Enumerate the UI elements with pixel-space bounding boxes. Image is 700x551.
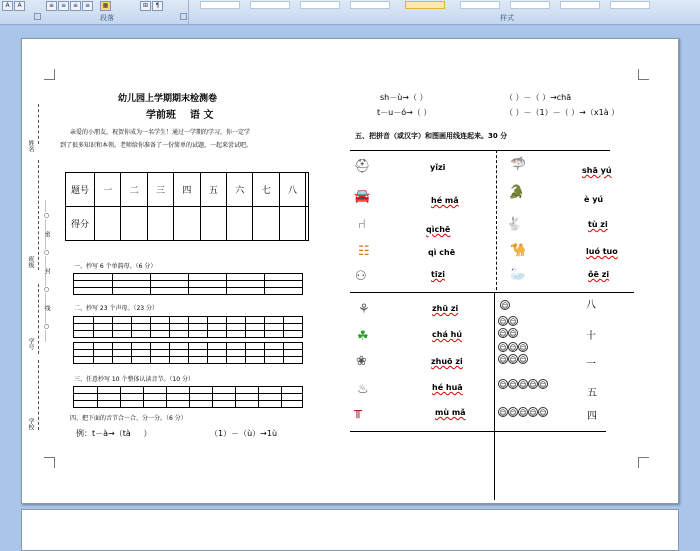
score-header-cell: 题号 [66,173,95,207]
pilcrow-icon[interactable]: ¶ [152,1,163,11]
numeral-1: 八 [586,300,596,311]
score-header-cell: 五 [200,173,226,207]
score-header-cell: 六 [227,173,253,207]
score-row-label: 得分 [66,207,95,241]
score-header-cell: 二 [121,173,147,207]
style-tile[interactable] [510,1,550,9]
paragraph-dialog-launcher-icon[interactable] [180,13,187,20]
intro-line-1: 亲爱的小朋友，祝贺你成为一名学生！通过一学期的学习，你一定学 [70,129,251,136]
face-group-2: ☺ ☺☺ ☺ [499,318,517,338]
pinyin-lower-1: zhū zi [432,304,459,313]
face-group-3: ☺ ☺ ☺☺ ☺ ☺ [499,344,527,364]
face-group-4: ☺ ☺ ☺ ☺ ☺ [499,381,547,389]
question-4: 四、把下面的音节合一合、分一分。（6 分） [70,415,187,422]
class-label: 班级 [27,256,34,268]
q4-item-4: t－u－ó→（ ） [377,108,432,117]
pinyin-left-1: yǐzi [430,163,446,172]
ribbon [0,0,700,25]
crop-mark [638,69,649,80]
question-1: 一、抄写 6 个单韵母。（6 分） [74,263,157,270]
bamboo-icon: ⚘ [358,302,370,317]
chair-icon: ⑁ [358,217,366,232]
q2-writing-grid-1[interactable] [73,316,303,338]
name-label: 姓名 [27,140,34,152]
crocodile-icon: 🐊 [508,185,525,200]
face-group-5: ☺ ☺ ☺ ☺ ☺ [499,409,547,417]
score-header-cell: 八 [279,173,305,207]
exam-title: 幼儿园上学期期末检测卷 [118,94,218,104]
school-label: 学校 [27,418,34,430]
borders-icon[interactable]: ⊞ [140,1,151,11]
pinyin-lower-2: chá hú [432,330,463,339]
binding-line [38,104,39,144]
score-cell[interactable] [121,207,147,241]
shark-icon: 🦈 [510,157,527,172]
ribbon-separator [188,0,189,24]
car-icon: 🚘 [354,189,371,204]
face-group-1 [500,293,510,312]
q4-item-3: （ ）－（ ）→chā [505,93,572,102]
pinyin-right-5: ǒē zi [588,270,610,279]
numeral-2: 十 [586,331,596,342]
align-right-icon[interactable]: ≡ [70,1,81,11]
match-center-divider [496,150,497,290]
format-icon[interactable]: A [14,1,25,11]
align-left-icon[interactable]: ≡ [46,1,57,11]
crop-mark [638,457,649,468]
style-tile[interactable] [610,1,650,9]
score-cell[interactable] [306,207,309,241]
rabbit-icon: 🐇 [506,217,523,232]
pinyin-lower-3: zhuō zi [431,357,463,366]
match-middle-divider [350,292,634,293]
match-bottom-divider [350,431,606,432]
crop-mark [44,457,55,468]
pinyin-lower-5: mù mǎ [435,408,466,417]
binding-strip [24,60,50,452]
numeral-5: 四 [587,411,597,422]
question-2: 二、抄写 23 个声母。（23 分） [74,305,158,312]
pinyin-right-1: shā yú [582,166,612,175]
score-header-cell: 四 [174,173,200,207]
kettle-icon: ♨ [357,382,369,397]
shading-icon[interactable]: ▦ [100,1,111,11]
font-dialog-launcher-icon[interactable] [34,13,41,20]
q3-writing-grid[interactable] [73,386,303,408]
match-top-divider [350,150,610,151]
ladder-icon: ☷ [358,244,370,259]
numeral-3: 一 [586,359,596,370]
q4-item-5: （ ）－（1）－（ ）→（x1à ） [505,108,620,117]
score-header-cell: 七 [253,173,279,207]
q2-writing-grid-2[interactable] [73,342,303,364]
style-tile[interactable] [300,1,340,9]
match-lower-divider [494,292,495,500]
pinyin-left-3: qìchē [426,225,451,234]
style-tile[interactable] [350,1,390,9]
pinyin-right-4: luó tuo [586,247,618,256]
camel-icon: 🐪 [510,243,527,258]
binding-line [38,284,39,354]
score-cell[interactable] [147,207,173,241]
exam-subtitle: 学前班 语 文 [146,110,214,121]
pinyin-left-2: hé mǎ [431,196,459,205]
pinyin-left-4: qì chē [428,248,456,257]
score-cell[interactable] [227,207,253,241]
binding-line [38,360,39,430]
pinyin-right-2: è yú [584,195,604,204]
q4-item-2: sh－ù→（ ） [380,93,428,102]
table-icon: ╥ [354,404,362,419]
question-3: 三、任意抄写 10 个整体认读音节。（10 分） [74,376,194,383]
score-header-cell: 三 [147,173,173,207]
paragraph-group-label: 段落 [100,14,114,22]
lotus-icon: ❀ [356,354,367,369]
next-document-page[interactable] [21,509,679,551]
pinyin-right-3: tù zi [588,220,608,229]
style-tile[interactable] [200,1,240,9]
align-center-icon[interactable]: ≡ [58,1,69,11]
question-5: 五、把拼音（或汉字）和图画用线连起来。30 分 [355,132,508,140]
justify-icon[interactable]: ≡ [82,1,93,11]
sort-icon[interactable]: A [2,1,13,11]
id-label: 学号 [27,338,34,350]
goose-icon: 🦢 [510,267,527,282]
style-tile-selected[interactable] [405,1,445,9]
q4-example: 例：t－à→（tà ） [76,429,152,438]
binding-line [38,160,39,270]
seal-line-text: ……○……密……○……封……○……线……○…… [43,200,50,342]
score-table [65,172,309,241]
styles-group-label: 样式 [500,14,514,22]
style-tile[interactable] [560,1,600,9]
score-cell[interactable] [200,207,226,241]
teapot-icon: ☘ [357,329,369,344]
score-cell[interactable] [174,207,200,241]
score-header-cell [306,173,309,207]
pinyin-lower-4: hé huā [432,383,463,392]
helmet-icon: ⛑ [354,159,371,174]
style-tile[interactable] [460,1,500,9]
score-cell[interactable] [279,207,305,241]
score-cell[interactable] [95,207,121,241]
intro-line-2: 到了很多知识和本领。老师给你准备了一份简单的试题，一起来尝试吧。 [60,142,253,149]
score-header-cell: 一 [95,173,121,207]
pinyin-left-5: tīzi [431,270,445,279]
smiley-face-icon: ☺ [501,302,509,310]
style-tile[interactable] [250,1,290,9]
q4-item-1: （1）－（ù）→1ù [210,429,278,438]
numeral-4: 五 [587,388,597,399]
score-cell[interactable] [253,207,279,241]
bicycle-icon: ⚇ [355,269,367,284]
q1-writing-grid[interactable] [73,273,303,295]
